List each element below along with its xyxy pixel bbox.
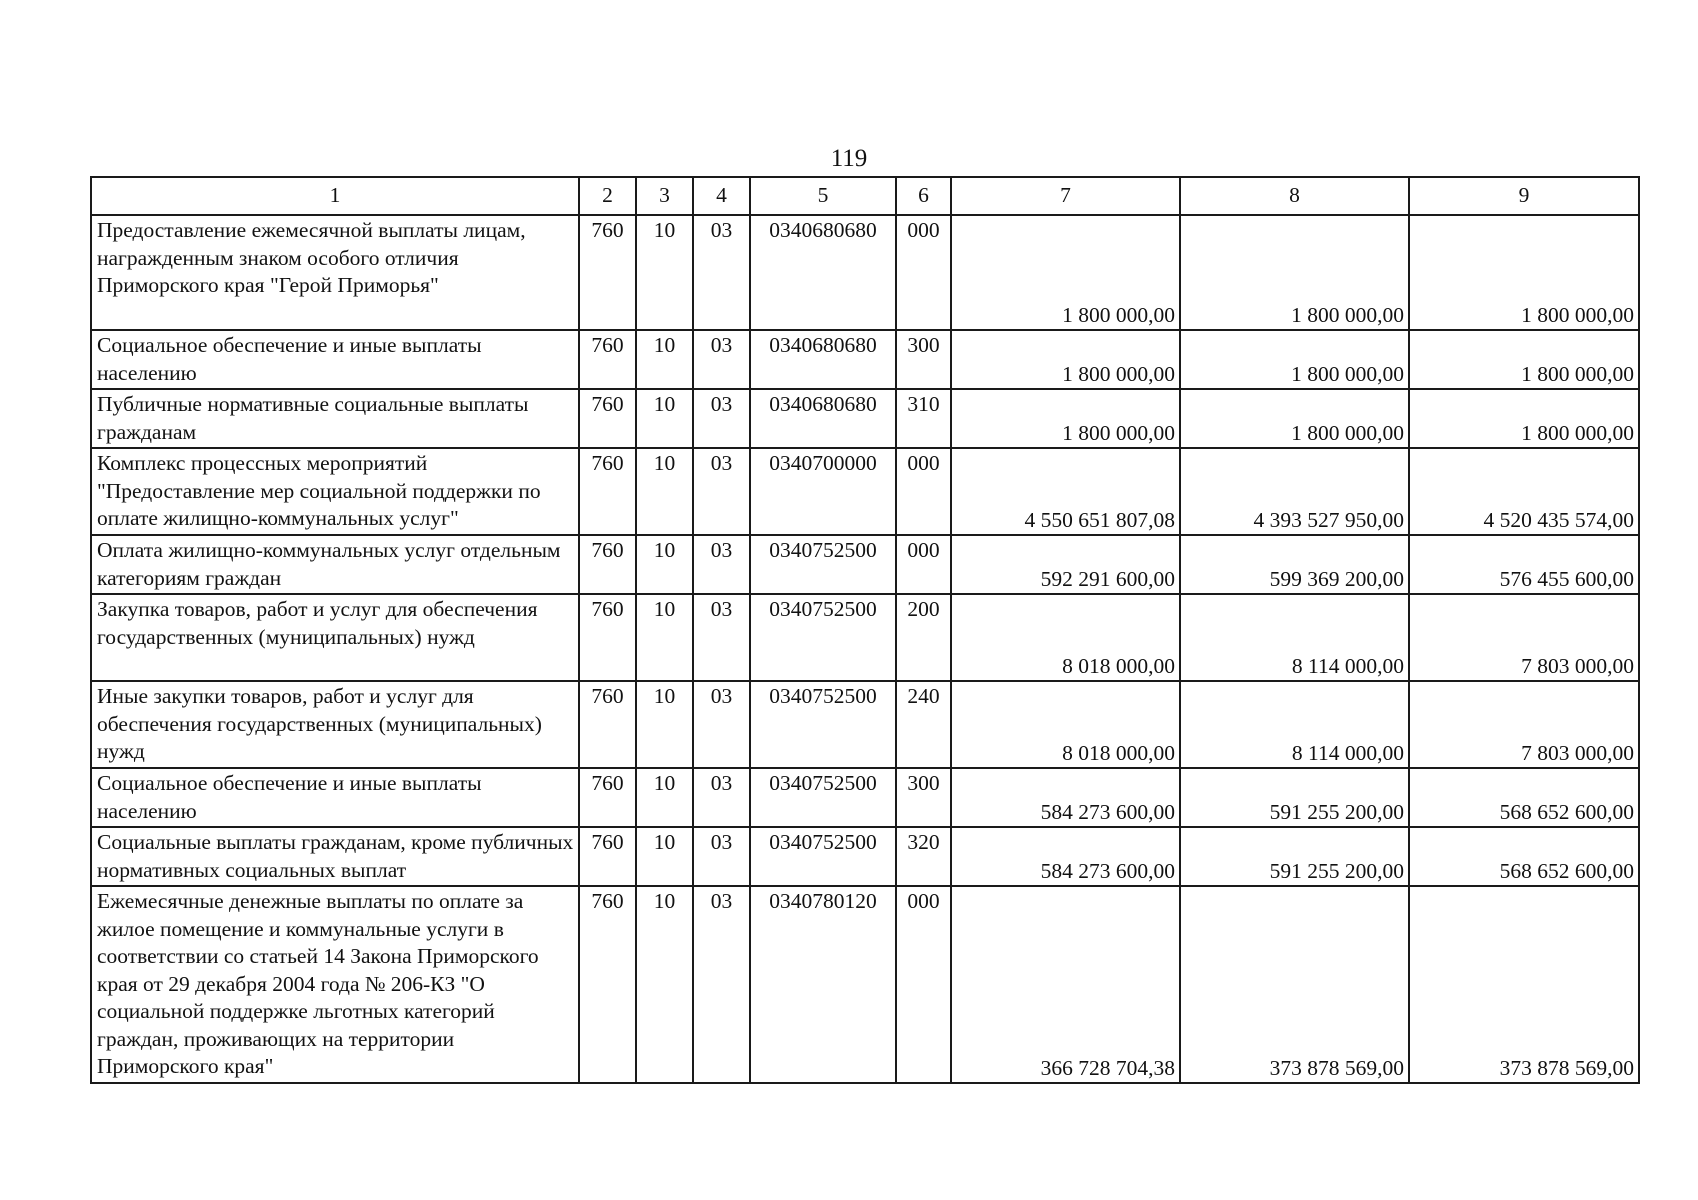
table-row xyxy=(91,389,1639,448)
row-amount-col9: 1 800 000,00 xyxy=(1409,330,1639,389)
row-code-ministry: 760 xyxy=(579,389,636,448)
table-row xyxy=(91,886,1639,1083)
header-col-9: 9 xyxy=(1409,177,1639,215)
table-row xyxy=(91,768,1639,827)
row-amount-col9: 7 803 000,00 xyxy=(1409,681,1639,768)
row-amount-col8: 8 114 000,00 xyxy=(1180,594,1409,681)
row-code-expense-type: 320 xyxy=(896,827,951,886)
row-name: Предоставление ежемесячной выплаты лицам, награжденным знаком особого отличия Приморского края "Герой Приморья" xyxy=(91,215,579,330)
table-row xyxy=(91,330,1639,389)
row-amount-col7: 8 018 000,00 xyxy=(951,681,1180,768)
row-code-target: 0340752500 xyxy=(750,827,896,886)
row-name: Ежемесячные денежные выплаты по оплате за жилое помещение и коммунальные услуги в соответствии со статьей 14 Закона Приморского края от 29 декабря 2004 года № 206-КЗ "О социальной поддержке льготных категорий граждан, проживающих на территории Приморского края" xyxy=(91,886,579,1083)
row-code-ministry: 760 xyxy=(579,594,636,681)
row-amount-col7: 1 800 000,00 xyxy=(951,389,1180,448)
row-code-expense-type: 240 xyxy=(896,681,951,768)
table-row xyxy=(91,594,1639,681)
row-code-section: 10 xyxy=(636,681,693,768)
row-amount-col9: 373 878 569,00 xyxy=(1409,886,1639,1083)
row-name: Оплата жилищно-коммунальных услуг отдельным категориям граждан xyxy=(91,535,579,594)
row-amount-col7: 592 291 600,00 xyxy=(951,535,1180,594)
table-row xyxy=(91,535,1639,594)
row-amount-col8: 1 800 000,00 xyxy=(1180,389,1409,448)
header-col-2: 2 xyxy=(579,177,636,215)
row-code-subsection: 03 xyxy=(693,535,750,594)
row-amount-col9: 4 520 435 574,00 xyxy=(1409,448,1639,535)
row-code-ministry: 760 xyxy=(579,448,636,535)
row-amount-col7: 1 800 000,00 xyxy=(951,215,1180,330)
row-code-target: 0340752500 xyxy=(750,768,896,827)
row-code-subsection: 03 xyxy=(693,330,750,389)
header-col-8: 8 xyxy=(1180,177,1409,215)
row-amount-col7: 8 018 000,00 xyxy=(951,594,1180,681)
page-number: 119 xyxy=(830,145,868,172)
row-code-target: 0340780120 xyxy=(750,886,896,1083)
row-name: Закупка товаров, работ и услуг для обеспечения государственных (муниципальных) нужд xyxy=(91,594,579,681)
row-amount-col8: 4 393 527 950,00 xyxy=(1180,448,1409,535)
row-amount-col9: 7 803 000,00 xyxy=(1409,594,1639,681)
header-col-1: 1 xyxy=(91,177,579,215)
row-code-subsection: 03 xyxy=(693,594,750,681)
row-code-ministry: 760 xyxy=(579,535,636,594)
row-name: Публичные нормативные социальные выплаты гражданам xyxy=(91,389,579,448)
row-code-ministry: 760 xyxy=(579,768,636,827)
header-col-4: 4 xyxy=(693,177,750,215)
row-code-subsection: 03 xyxy=(693,768,750,827)
table-row xyxy=(91,681,1639,768)
row-code-section: 10 xyxy=(636,535,693,594)
row-name: Социальное обеспечение и иные выплаты населению xyxy=(91,768,579,827)
row-code-section: 10 xyxy=(636,215,693,330)
row-code-section: 10 xyxy=(636,330,693,389)
row-amount-col7: 1 800 000,00 xyxy=(951,330,1180,389)
row-amount-col7: 366 728 704,38 xyxy=(951,886,1180,1083)
row-code-section: 10 xyxy=(636,827,693,886)
row-code-expense-type: 300 xyxy=(896,768,951,827)
row-amount-col9: 1 800 000,00 xyxy=(1409,389,1639,448)
row-amount-col8: 1 800 000,00 xyxy=(1180,215,1409,330)
row-amount-col8: 599 369 200,00 xyxy=(1180,535,1409,594)
table-header-row xyxy=(91,177,1639,215)
row-code-target: 0340752500 xyxy=(750,535,896,594)
row-code-expense-type: 000 xyxy=(896,448,951,535)
row-code-ministry: 760 xyxy=(579,215,636,330)
row-code-subsection: 03 xyxy=(693,886,750,1083)
row-code-section: 10 xyxy=(636,594,693,681)
row-code-target: 0340680680 xyxy=(750,389,896,448)
row-code-section: 10 xyxy=(636,768,693,827)
row-code-target: 0340700000 xyxy=(750,448,896,535)
row-amount-col7: 584 273 600,00 xyxy=(951,768,1180,827)
row-amount-col8: 591 255 200,00 xyxy=(1180,768,1409,827)
table-row xyxy=(91,827,1639,886)
row-code-ministry: 760 xyxy=(579,681,636,768)
header-col-3: 3 xyxy=(636,177,693,215)
row-amount-col8: 1 800 000,00 xyxy=(1180,330,1409,389)
row-code-expense-type: 310 xyxy=(896,389,951,448)
row-amount-col8: 8 114 000,00 xyxy=(1180,681,1409,768)
row-code-subsection: 03 xyxy=(693,215,750,330)
row-code-expense-type: 200 xyxy=(896,594,951,681)
row-code-subsection: 03 xyxy=(693,448,750,535)
table-row xyxy=(91,215,1639,330)
row-code-section: 10 xyxy=(636,448,693,535)
row-code-ministry: 760 xyxy=(579,886,636,1083)
row-amount-col9: 568 652 600,00 xyxy=(1409,827,1639,886)
row-code-subsection: 03 xyxy=(693,827,750,886)
row-code-target: 0340680680 xyxy=(750,215,896,330)
row-code-expense-type: 000 xyxy=(896,215,951,330)
row-code-section: 10 xyxy=(636,389,693,448)
header-col-5: 5 xyxy=(750,177,896,215)
row-code-target: 0340680680 xyxy=(750,330,896,389)
row-amount-col9: 576 455 600,00 xyxy=(1409,535,1639,594)
header-col-6: 6 xyxy=(896,177,951,215)
row-code-expense-type: 000 xyxy=(896,535,951,594)
row-code-section: 10 xyxy=(636,886,693,1083)
budget-table xyxy=(90,176,1640,1084)
row-code-ministry: 760 xyxy=(579,330,636,389)
row-code-subsection: 03 xyxy=(693,681,750,768)
header-col-7: 7 xyxy=(951,177,1180,215)
row-amount-col9: 568 652 600,00 xyxy=(1409,768,1639,827)
row-amount-col9: 1 800 000,00 xyxy=(1409,215,1639,330)
row-code-target: 0340752500 xyxy=(750,681,896,768)
table-row xyxy=(91,448,1639,535)
row-amount-col7: 584 273 600,00 xyxy=(951,827,1180,886)
row-amount-col8: 373 878 569,00 xyxy=(1180,886,1409,1083)
row-code-target: 0340752500 xyxy=(750,594,896,681)
row-amount-col7: 4 550 651 807,08 xyxy=(951,448,1180,535)
row-amount-col8: 591 255 200,00 xyxy=(1180,827,1409,886)
row-code-subsection: 03 xyxy=(693,389,750,448)
row-name: Комплекс процессных мероприятий "Предоставление мер социальной поддержки по оплате жилищно-коммунальных услуг" xyxy=(91,448,579,535)
row-name: Социальное обеспечение и иные выплаты населению xyxy=(91,330,579,389)
row-code-expense-type: 300 xyxy=(896,330,951,389)
row-name: Иные закупки товаров, работ и услуг для обеспечения государственных (муниципальных) нужд xyxy=(91,681,579,768)
row-code-ministry: 760 xyxy=(579,827,636,886)
row-name: Социальные выплаты гражданам, кроме публичных нормативных социальных выплат xyxy=(91,827,579,886)
row-code-expense-type: 000 xyxy=(896,886,951,1083)
